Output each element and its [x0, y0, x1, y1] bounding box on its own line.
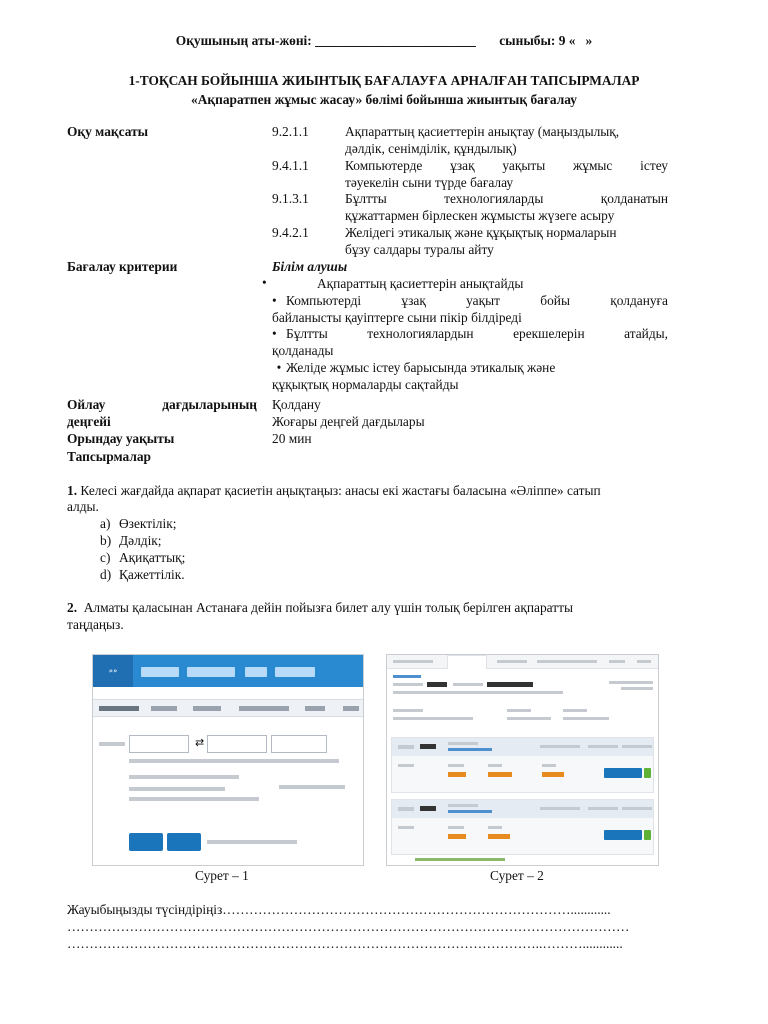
- question-text: Келесі жағдайда ақпарат қасиетін аңықтаңыз: анасы екі жастағы баласына «Әліппе» сатып: [77, 483, 601, 498]
- info-text: [621, 687, 653, 690]
- train-row: [391, 799, 654, 855]
- back-link: [393, 675, 421, 678]
- price-tag: [488, 772, 512, 777]
- criteria-bullet: Ақпараттың қасиеттерін анықтайды: [317, 276, 524, 291]
- question-number: 1.: [67, 483, 78, 498]
- criteria-bullet-line: байланысты қауіптерге сыни пікір білдіреді: [272, 310, 522, 325]
- tasks-label: Тапсырмалар: [67, 449, 151, 464]
- criteria-heading: Білім алушы: [272, 259, 348, 274]
- filter-label: [507, 709, 531, 712]
- answer-line[interactable]: Жауыбыңызды түсіндіріңіз……………………………………………………………………............: [67, 902, 611, 917]
- criteria-bullet: [272, 359, 668, 393]
- answer-option[interactable]: [100, 549, 185, 566]
- option-text: Өзектілік;: [119, 516, 177, 531]
- price-tag: [448, 834, 466, 839]
- criteria-bullet: [272, 325, 668, 359]
- answer-option[interactable]: [100, 515, 176, 532]
- objective-text: [345, 123, 668, 157]
- option-marker: d): [100, 567, 112, 582]
- criteria-bullet-line: құқықтық нормаларды сақтайды: [272, 377, 459, 392]
- helper-text-placeholder: [129, 797, 259, 801]
- bullet-icon: •: [272, 293, 277, 308]
- route-date: [393, 691, 563, 694]
- chevron-icon: [644, 768, 651, 778]
- booking-steps-bar: [93, 699, 363, 717]
- note-text: [415, 858, 505, 861]
- bullet-icon: •: [262, 275, 267, 290]
- answer-line[interactable]: ………………………………………………………………………………………………………………: [67, 919, 630, 934]
- route-to: [487, 682, 533, 687]
- answer-option[interactable]: [100, 566, 185, 583]
- question-1: [67, 482, 687, 499]
- booking-steps-tabs: [387, 655, 658, 669]
- filter-options: [507, 717, 551, 720]
- answer-option[interactable]: [100, 532, 162, 549]
- bullet-icon: •: [276, 360, 282, 375]
- objective-line: тәуекелін сыни түрде бағалау: [345, 175, 514, 190]
- schedule-button: [167, 833, 201, 851]
- route-label: [393, 683, 423, 686]
- choose-seat-button: [604, 830, 642, 840]
- answer-line[interactable]: ……………………………………………………………………………………………..………............: [67, 936, 623, 951]
- question-text: Алматы қаласынан Астанаға дейін пойызға билет алу үшін толық берілген ақпаратты: [77, 600, 573, 615]
- search-seats-button: [129, 833, 163, 851]
- criteria-bullet-line: Компьютерді ұзақ уақыт бойы қолдануға: [286, 293, 668, 308]
- objective-code: 9.2.1.1: [272, 124, 309, 139]
- thinking-label-line2: деңгейі: [67, 414, 111, 429]
- page-subtitle: «Ақпаратпен жұмыс жасау» бөлімі бойынша жиынтық бағалау: [191, 92, 577, 107]
- criteria-bullet-line: Бұлтты технологиялардын ерекшелерін атайды,: [286, 326, 668, 341]
- question-2: [67, 599, 687, 616]
- site-nav-bar: [133, 655, 363, 687]
- option-marker: c): [100, 550, 111, 565]
- option-text: Қажеттілік.: [119, 567, 185, 582]
- option-marker: a): [100, 516, 111, 531]
- thinking-label: [67, 396, 257, 413]
- figure-1-screenshot: [92, 654, 364, 866]
- filter-label: [563, 709, 587, 712]
- criteria-bullet: [272, 292, 668, 326]
- question-text: алды.: [67, 499, 99, 514]
- objective-line: Желідегі этикалық және құқықтық нормаларын: [345, 225, 617, 240]
- figure-2-screenshot: [386, 654, 659, 866]
- question-text: таңдаңыз.: [67, 617, 124, 632]
- chevron-icon: [644, 830, 651, 840]
- figure-1-caption: Сурет – 1: [195, 868, 249, 883]
- helper-text-placeholder: [129, 759, 279, 763]
- bullet-icon: •: [272, 326, 277, 341]
- thinking-label-word: дағдыларының: [162, 397, 257, 412]
- price-tag: [542, 772, 564, 777]
- criteria-bullet-line: қолданады: [272, 343, 334, 358]
- helper-text-placeholder: [129, 775, 239, 779]
- criteria-label: Бағалау критерии: [67, 259, 178, 274]
- student-name-class-line: Оқушының аты-жөні: ________________________ сыныбы: 9 « »: [175, 33, 593, 48]
- objectives-label: Оқу мақсаты: [67, 124, 149, 139]
- helper-text-placeholder: [279, 759, 339, 763]
- duration-value: 20 мин: [272, 431, 312, 446]
- helper-text-placeholder: [279, 785, 345, 789]
- helper-text-placeholder: [129, 787, 225, 791]
- route-from: [427, 682, 447, 687]
- objective-code: 9.4.1.1: [272, 158, 309, 173]
- date-field: [271, 735, 327, 753]
- objective-text: [345, 190, 668, 224]
- objective-code: 9.4.2.1: [272, 225, 309, 240]
- filter-options: [563, 717, 609, 720]
- field-label-placeholder: [99, 742, 125, 746]
- figure-2-caption: Сурет – 2: [490, 868, 544, 883]
- page-title: 1-ТОҚСАН БОЙЫНША ЖИЫНТЫҚ БАҒАЛАУҒА АРНАЛҒАН ТАПСЫРМАЛАР: [128, 73, 640, 88]
- objective-line: Бұлтты технологияларды қолданатын: [345, 191, 668, 206]
- helper-text-placeholder: [207, 840, 297, 844]
- swap-icon: ⇄: [195, 736, 205, 749]
- from-field: [129, 735, 189, 753]
- duration-label: Орындау уақыты: [67, 431, 175, 446]
- thinking-label-word: Ойлау: [67, 397, 106, 412]
- objective-line: дәлдік, сенімділік, құндылық): [345, 141, 517, 156]
- objective-text: [345, 157, 668, 191]
- objective-line: бұзу салдары туралы айту: [345, 242, 494, 257]
- objective-code: 9.1.3.1: [272, 191, 309, 206]
- question-number: 2.: [67, 600, 78, 615]
- objective-line: құжаттармен бірлескен жұмысты жүзеге асыру: [345, 208, 615, 223]
- option-marker: b): [100, 533, 112, 548]
- info-text: [609, 681, 653, 684]
- site-logo: »»: [93, 655, 133, 687]
- thinking-value: Жоғары деңгей дағдылары: [272, 414, 425, 429]
- criteria-bullet-line: Желіде жұмыс істеу барысында этикалық және: [286, 360, 556, 375]
- choose-seat-button: [604, 768, 642, 778]
- price-tag: [448, 772, 466, 777]
- option-text: Дәлдік;: [119, 533, 162, 548]
- thinking-value: Қолдану: [272, 397, 321, 412]
- objective-line: Ақпараттың қасиеттерін анықтау (маңыздылық,: [345, 124, 620, 139]
- price-tag: [488, 834, 510, 839]
- option-text: Ақиқаттық;: [119, 550, 186, 565]
- filter-options: [393, 717, 473, 720]
- train-row: [391, 737, 654, 793]
- route-label: [453, 683, 483, 686]
- objective-line: Компьютерде ұзақ уақыты жұмыс істеу: [345, 158, 668, 173]
- objective-text: [345, 224, 668, 258]
- to-field: [207, 735, 267, 753]
- filter-label: [393, 709, 423, 712]
